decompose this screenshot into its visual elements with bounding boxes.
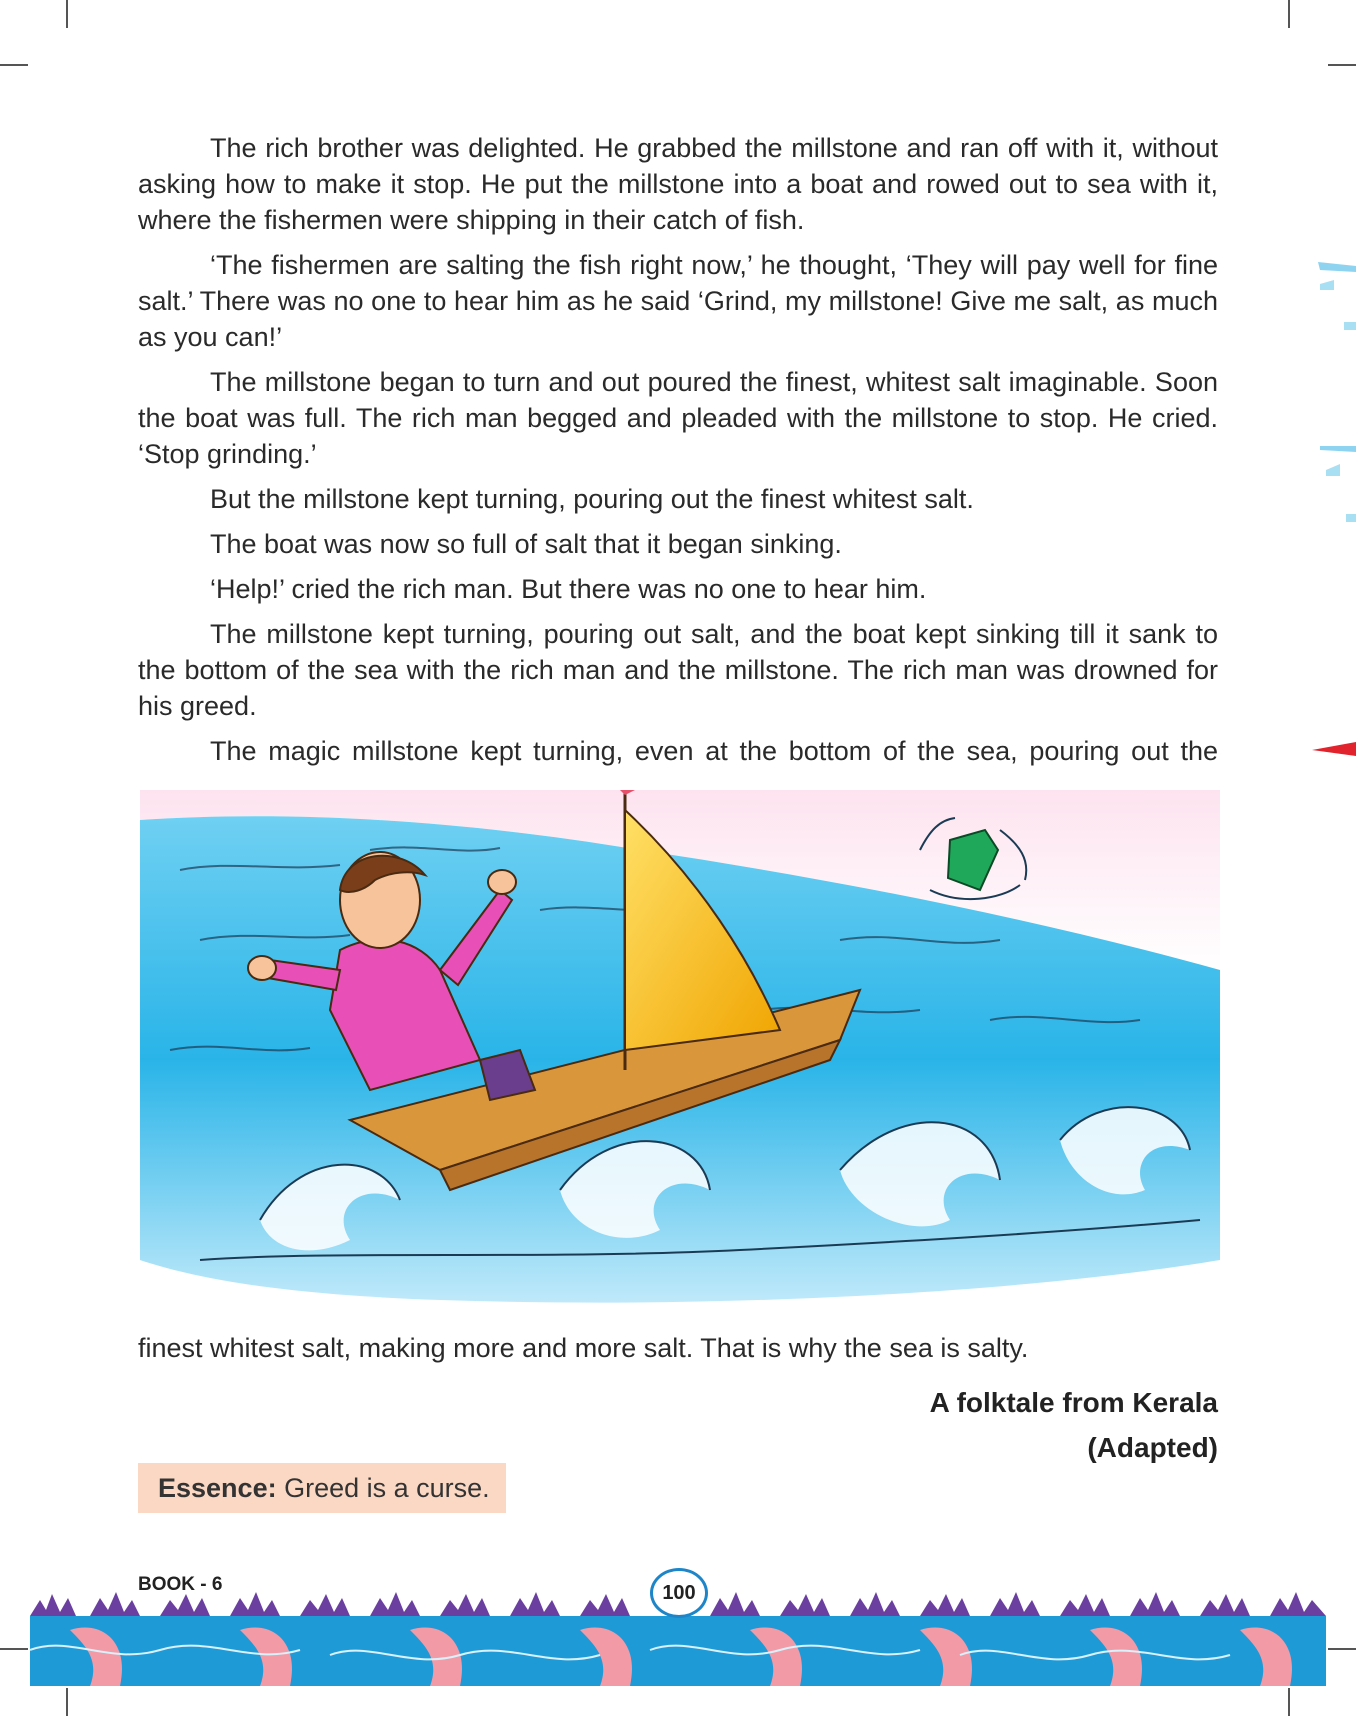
crop-mark bbox=[1288, 0, 1290, 28]
essence-label: Essence: bbox=[158, 1473, 277, 1503]
crop-mark bbox=[1328, 1648, 1356, 1650]
story-paragraph: The rich brother was delighted. He grabbed the millstone and ran off with it, without asking how to make it stop. He put the millstone into a boat and rowed out to sea with it, where the fishermen were shipping in their catch of fish. bbox=[138, 133, 1218, 235]
story-paragraph: ‘The fishermen are salting the fish right now,’ he thought, ‘They will pay well for fine salt.’ There was no one to hear him as he said ‘Grind, my millstone! Give me salt, as much as you can!’ bbox=[138, 250, 1218, 352]
credit-line: A folktale from Kerala bbox=[929, 1387, 1218, 1418]
credit-note: (Adapted) bbox=[1087, 1432, 1218, 1463]
story-paragraph: The boat was now so full of salt that it began sinking. bbox=[210, 529, 842, 559]
story-closing-line: finest whitest salt, making more and more salt. That is why the sea is salty. bbox=[138, 1333, 1029, 1363]
essence-box bbox=[138, 1463, 506, 1513]
story-paragraph: ‘Help!’ cried the rich man. But there was no one to hear him. bbox=[210, 574, 927, 604]
source-credit bbox=[930, 1380, 1218, 1470]
crop-mark bbox=[0, 64, 28, 66]
story-text bbox=[138, 130, 1218, 778]
essence-text: Greed is a curse. bbox=[284, 1473, 490, 1503]
page-number: 100 bbox=[650, 1568, 708, 1618]
story-paragraph: The millstone began to turn and out poured the finest, whitest salt imaginable. Soon the boat was full. The rich man begged and pleaded with the millstone to stop. He cried. ‘Stop grinding.’ bbox=[138, 367, 1218, 469]
sinking-boat-illustration bbox=[140, 790, 1220, 1320]
story-paragraph: The millstone kept turning, pouring out salt, and the boat kept sinking till it sank to the bottom of the sea with the rich man and the millstone. The rich man was drowned for his greed. bbox=[138, 619, 1218, 721]
edge-marks-decoration bbox=[1306, 250, 1356, 770]
story-paragraph: The magic millstone kept turning, even at the bottom of the sea, pouring out the bbox=[210, 736, 1218, 766]
crop-mark bbox=[66, 1688, 68, 1716]
crop-mark bbox=[1328, 64, 1356, 66]
crop-mark bbox=[1288, 1688, 1290, 1716]
crop-mark bbox=[0, 1648, 28, 1650]
story-paragraph: But the millstone kept turning, pouring out the finest whitest salt. bbox=[210, 484, 974, 514]
book-label: BOOK - 6 bbox=[138, 1574, 223, 1595]
crop-mark bbox=[66, 0, 68, 28]
